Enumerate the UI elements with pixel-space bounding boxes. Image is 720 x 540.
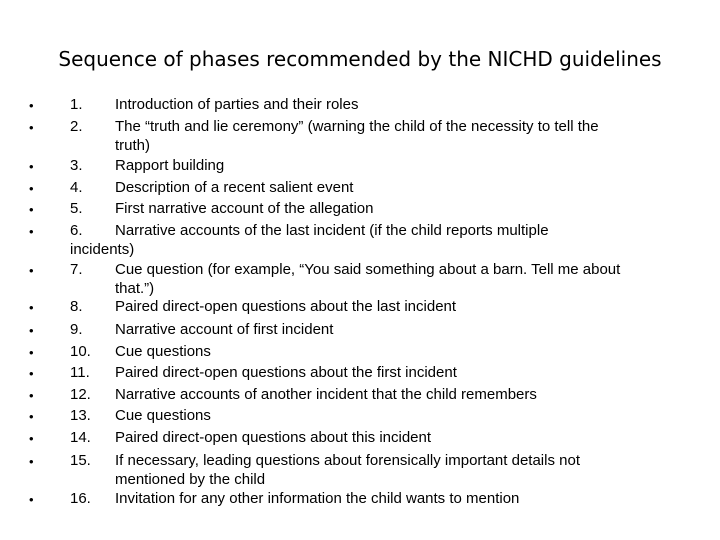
bullet-icon: • xyxy=(29,366,34,381)
item-text: The “truth and lie ceremony” (warning the child of the necessity to tell the xyxy=(115,118,599,135)
item-number: 4. xyxy=(70,179,83,196)
item-number: 16. xyxy=(70,490,91,507)
bullet-icon: • xyxy=(29,388,34,403)
bullet-icon: • xyxy=(29,159,34,174)
bullet-icon: • xyxy=(29,224,34,239)
bullet-icon: • xyxy=(29,263,34,278)
item-text: Invitation for any other information the child wants to mention xyxy=(115,490,520,507)
item-number: 1. xyxy=(70,96,83,113)
bullet-icon: • xyxy=(29,323,34,338)
item-text: Narrative accounts of another incident that the child remembers xyxy=(115,386,537,403)
item-text: If necessary, leading questions about forensically important details not xyxy=(115,452,580,469)
bullet-icon: • xyxy=(29,345,34,360)
item-number: 6. xyxy=(70,222,83,239)
item-number: 15. xyxy=(70,452,91,469)
item-number: 5. xyxy=(70,200,83,217)
item-number: 14. xyxy=(70,429,91,446)
item-text: Rapport building xyxy=(115,157,225,174)
bullet-icon: • xyxy=(29,300,34,315)
item-text: Cue questions xyxy=(115,407,211,424)
item-text-continued: truth) xyxy=(115,137,151,154)
item-text: Narrative account of first incident xyxy=(115,321,334,338)
item-number: 11. xyxy=(70,364,90,381)
bullet-icon: • xyxy=(29,492,34,507)
item-text: Description of a recent salient event xyxy=(115,179,354,196)
item-text: Paired direct-open questions about this incident xyxy=(115,429,432,446)
item-number: 7. xyxy=(70,261,83,278)
item-text: Narrative accounts of the last incident (if the child reports multiple xyxy=(115,222,549,239)
item-text: Paired direct-open questions about the first incident xyxy=(115,364,457,381)
bullet-icon: • xyxy=(29,202,34,217)
item-number: 10. xyxy=(70,343,91,360)
item-number: 13. xyxy=(70,407,91,424)
item-text: Cue question (for example, “You said something about a barn. Tell me about xyxy=(115,261,621,278)
bullet-icon: • xyxy=(29,181,34,196)
item-text: Cue questions xyxy=(115,343,211,360)
item-text: First narrative account of the allegation xyxy=(115,200,374,217)
item-text-continued: incidents) xyxy=(70,241,135,258)
item-number: 12. xyxy=(70,386,91,403)
item-number: 2. xyxy=(70,118,83,135)
item-text-continued: mentioned by the child xyxy=(115,471,266,488)
bullet-icon: • xyxy=(29,454,34,469)
item-text: Introduction of parties and their roles xyxy=(115,96,359,113)
item-text: Paired direct-open questions about the last incident xyxy=(115,298,457,315)
item-number: 8. xyxy=(70,298,83,315)
bullet-icon: • xyxy=(29,98,34,113)
item-number: 9. xyxy=(70,321,83,338)
bullet-icon: • xyxy=(29,431,34,446)
item-text-continued: that.”) xyxy=(115,280,155,297)
bullet-icon: • xyxy=(29,120,34,135)
item-number: 3. xyxy=(70,157,83,174)
page-title: Sequence of phases recommended by the NICHD guidelines xyxy=(58,47,662,71)
bullet-icon: • xyxy=(29,409,34,424)
